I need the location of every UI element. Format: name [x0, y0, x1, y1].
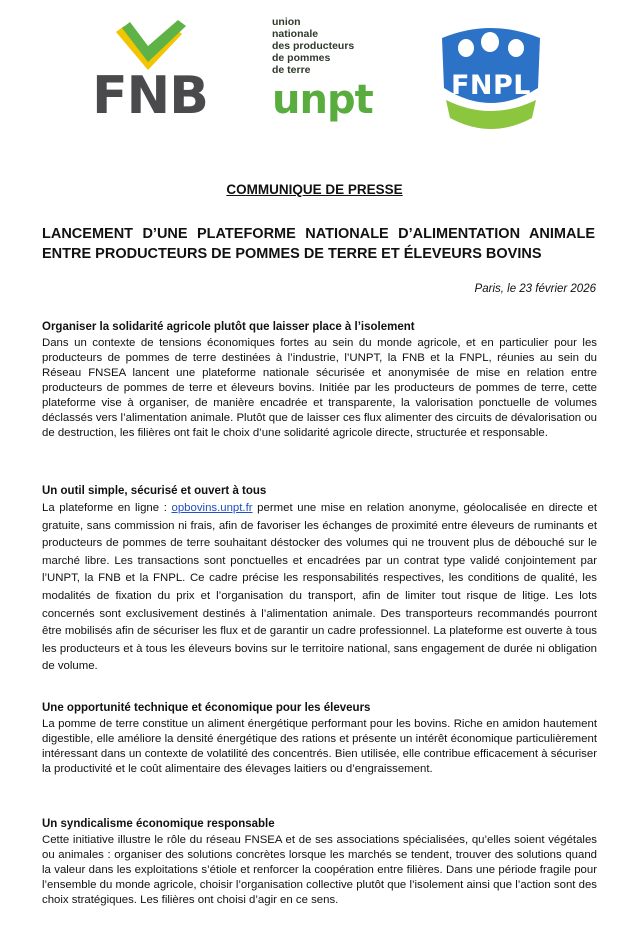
section-body: La pomme de terre constitue un aliment énergétique performant pour les bovins. Riche en amidon hautement digestible, elle améliore la densité énergétique des rations et présente un intérêt économique particulièrement intéressant dans un contexte de volatilité des concentrés. Bien utilisée, elle contribue efficacement à sécuriser la productivité et le coût alimentaire des élevages laitiers ou d’engraissement. [42, 718, 597, 775]
unpt-logo [272, 16, 382, 136]
dateline: Paris, le 23 février 2026 [474, 283, 596, 295]
unpt-line: des producteurs [272, 40, 355, 52]
body-prefix: La plateforme en ligne : [42, 502, 172, 514]
fnpl-logo [432, 18, 550, 136]
unpt-line: nationale [272, 28, 319, 40]
section-body: Cette initiative illustre le rôle du réseau FNSEA et de ses associations spécialisées, qu’elles soient végétales ou animales : organiser des solutions concrètes lorsque les marchés se tendent, trouver des solutions quand la valeur dans les exploitations s’étiole et renforcer la coopération entre filières. Dans une période fragile pour l’ensemble du monde agricole, choisir l’organisation collective plutôt que l’isolement ainsi que l’action sont des choix stratégiques. Les filières ont choisi d’agir en ce sens. [42, 834, 597, 906]
section-opportunity [42, 701, 597, 777]
unpt-wordmark: unpt [272, 77, 373, 123]
unpt-line: de pommes [272, 52, 331, 64]
press-title: COMMUNIQUE DE PRESSE [226, 182, 403, 197]
section-syndicalism [42, 817, 597, 908]
unpt-tagline [272, 16, 382, 76]
platform-link[interactable]: opbovins.unpt.fr [171, 502, 253, 514]
section-title: Une opportunité technique et économique pour les éleveurs [42, 702, 371, 714]
section-tool [42, 484, 597, 676]
fnb-logo [86, 20, 214, 130]
fnpl-wordmark: FNPL [450, 70, 532, 101]
unpt-line: de terre [272, 64, 311, 76]
section-title: Un outil simple, sécurisé et ouvert à tous [42, 485, 267, 497]
section-title: Un syndicalisme économique responsable [42, 818, 275, 830]
body-rest: permet une mise en relation anonyme, géolocalisée en directe et gratuite, sans commission ni frais, afin de favoriser les échanges de proximité entre éleveurs de ruminants et producteurs de pommes de terre souhaitant déstocker des volumes qui ne trouvent plus de débouché sur le marché libre. Les transactions sont ponctuelles et encadrées par un contrat type validé conjointement par l’UNPT, la FNB et la FNPL. Ce cadre précise les responsabilités respectives, les conditions de qualité, les modalités de fixation du prix et l’organisation du transport, afin de limiter tout risque de litige. Les lots concernés sont exclusivement destinés à l’alimentation animale. Des transporteurs recommandés pourront être mobilisés afin de sécuriser les flux et de garantir un cadre professionnel. La plateforme est ouverte à tous les producteurs et à tous les éleveurs bovins sur le territoire national, sans engagement de durée ni obligation de volume. [42, 502, 598, 673]
unpt-line: union [272, 16, 301, 28]
section-title: Organiser la solidarité agricole plutôt que laisser place à l’isolement [42, 321, 415, 333]
main-title: LANCEMENT D’UNE PLATEFORME NATIONALE D’ALIMENTATION ANIMALE ENTRE PRODUCTEURS DE POMMES DE TERRE ET ÉLEVEURS BOVINS [42, 226, 595, 262]
section-body [42, 500, 597, 676]
section-solidarity [42, 320, 597, 441]
fnb-wordmark: FNB [92, 66, 208, 126]
section-body: Dans un contexte de tensions économiques fortes au sein du monde agricole, et en particulier pour les producteurs de pommes de terre destinées à l’industrie, l’UNPT, la FNB et la FNPL, réunies au sein du Réseau FNSEA lancent une plateforme nationale sécurisée et anonymisée de mise en relation entre producteurs de pommes de terre et éleveurs bovins. Initiée par les producteurs de pommes de terre, cette plateforme vise à organiser, de manière encadrée et transparente, la valorisation ponctuelle de volumes déclassés vers l’alimentation animale. Plutôt que de laisser ces flux alimenter des circuits de dévalorisation ou de destruction, les filières ont fait le choix d’une solidarité agricole directe, structurée et responsable. [42, 337, 597, 439]
